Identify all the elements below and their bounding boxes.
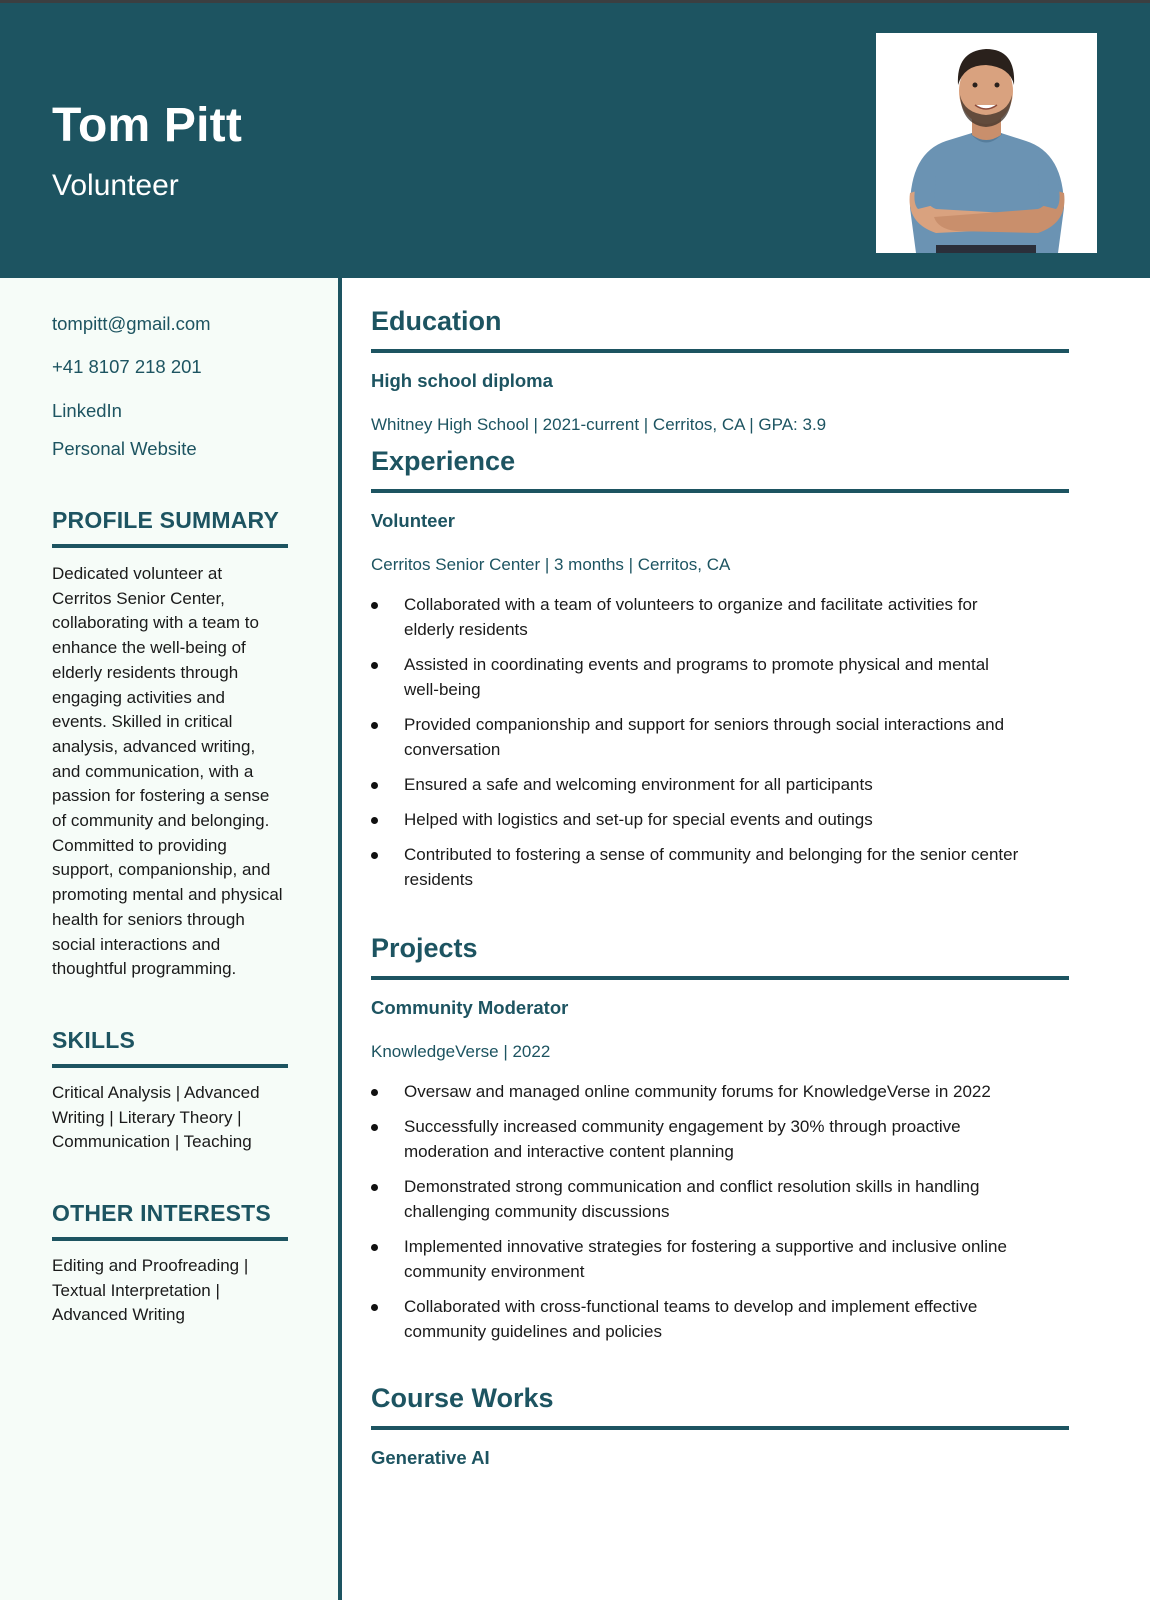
profile-line: Dedicated volunteer at <box>52 564 223 583</box>
profile-line: promoting mental and physical <box>52 885 283 905</box>
profile-line: social interactions and <box>52 934 221 954</box>
candidate-name: Tom Pitt <box>52 99 243 152</box>
profile-photo-illustration <box>876 33 1097 253</box>
bullet-icon <box>371 1184 378 1191</box>
profile-line: Committed to providing <box>52 835 227 855</box>
bullet-icon <box>371 817 378 824</box>
profile-line: health for seniors through <box>52 909 245 929</box>
profile-line: thoughtful programming. <box>52 959 237 979</box>
website-link[interactable]: Personal Website <box>52 438 197 459</box>
linkedin-link[interactable]: LinkedIn <box>52 400 122 421</box>
interests-line: Advanced Writing <box>52 1305 185 1325</box>
projects-bullets <box>371 1080 1061 1355</box>
candidate-role: Volunteer <box>52 169 179 202</box>
course-works-heading: Course Works <box>371 1383 1069 1430</box>
interests-text <box>52 1254 297 1328</box>
projects-title: Community Moderator <box>371 997 569 1018</box>
projects-heading: Projects <box>371 933 1069 980</box>
education-meta: Whitney High School | 2021-current | Cerritos, CA | GPA: 3.9 <box>371 415 827 434</box>
list-item: Ensured a safe and welcoming environment for all participants <box>371 773 1061 798</box>
profile-line: analysis, advanced writing, <box>52 736 256 756</box>
list-item: Helped with logistics and set-up for special events and outings <box>371 808 1061 833</box>
list-item: Collaborated with a team of volunteers to organize and facilitate activities for elderly residents <box>371 593 1061 642</box>
profile-line: collaborating with a team to <box>52 613 259 633</box>
bullet-icon <box>371 1089 378 1096</box>
list-item: Collaborated with cross-functional teams to develop and implement effective community guidelines and policies <box>371 1295 1061 1344</box>
interests-line: Editing and Proofreading | <box>52 1256 249 1275</box>
bullet-icon <box>371 662 378 669</box>
resume-header <box>0 0 1150 278</box>
bullet-icon <box>371 1244 378 1251</box>
email-link[interactable]: tompitt@gmail.com <box>52 313 211 334</box>
profile-line: elderly residents through <box>52 662 239 682</box>
bullet-icon <box>371 722 378 729</box>
phone-text: +41 8107 218 201 <box>52 356 202 377</box>
education-title: High school diploma <box>371 370 553 391</box>
list-item: Demonstrated strong communication and conflict resolution skills in handling challenging community discussions <box>371 1175 1061 1224</box>
experience-heading: Experience <box>371 446 1069 493</box>
experience-meta: Cerritos Senior Center | 3 months | Cerritos, CA <box>371 555 731 574</box>
list-item: Successfully increased community engagement by 30% through proactive moderation and interactive content planning <box>371 1115 1061 1164</box>
list-item: Contributed to fostering a sense of community and belonging for the senior center residents <box>371 843 1061 892</box>
list-item: Oversaw and managed online community forums for KnowledgeVerse in 2022 <box>371 1080 1061 1105</box>
bullet-icon <box>371 782 378 789</box>
list-item: Provided companionship and support for seniors through social interactions and conversation <box>371 713 1061 762</box>
profile-line: Cerritos Senior Center, <box>52 588 225 608</box>
skills-text <box>52 1081 297 1155</box>
skills-line: Critical Analysis | Advanced <box>52 1083 260 1102</box>
profile-line: support, companionship, and <box>52 860 271 880</box>
other-interests-heading: OTHER INTERESTS <box>52 1200 288 1241</box>
education-heading: Education <box>371 306 1069 353</box>
profile-line: of community and belonging. <box>52 811 270 831</box>
skills-line: Communication | Teaching <box>52 1132 252 1152</box>
course-works-title: Generative AI <box>371 1447 490 1468</box>
experience-title: Volunteer <box>371 510 455 531</box>
bullet-icon <box>371 1304 378 1311</box>
list-item: Implemented innovative strategies for fostering a supportive and inclusive online community environment <box>371 1235 1061 1284</box>
interests-line: Textual Interpretation | <box>52 1280 220 1300</box>
profile-line: passion for fostering a sense <box>52 786 270 806</box>
profile-summary-heading: PROFILE SUMMARY <box>52 507 288 548</box>
experience-bullets <box>371 593 1061 903</box>
profile-photo <box>876 33 1097 253</box>
bullet-icon <box>371 852 378 859</box>
skills-line: Writing | Literary Theory | <box>52 1107 242 1127</box>
profile-line: events. Skilled in critical <box>52 712 233 732</box>
profile-line: enhance the well-being of <box>52 638 246 658</box>
bullet-icon <box>371 1124 378 1131</box>
bullet-icon <box>371 602 378 609</box>
profile-line: engaging activities and <box>52 687 225 707</box>
projects-meta: KnowledgeVerse | 2022 <box>371 1042 551 1061</box>
profile-line: and communication, with a <box>52 761 254 781</box>
skills-heading: SKILLS <box>52 1027 288 1068</box>
profile-summary-text <box>52 562 297 982</box>
list-item: Assisted in coordinating events and programs to promote physical and mental well-being <box>371 653 1061 702</box>
